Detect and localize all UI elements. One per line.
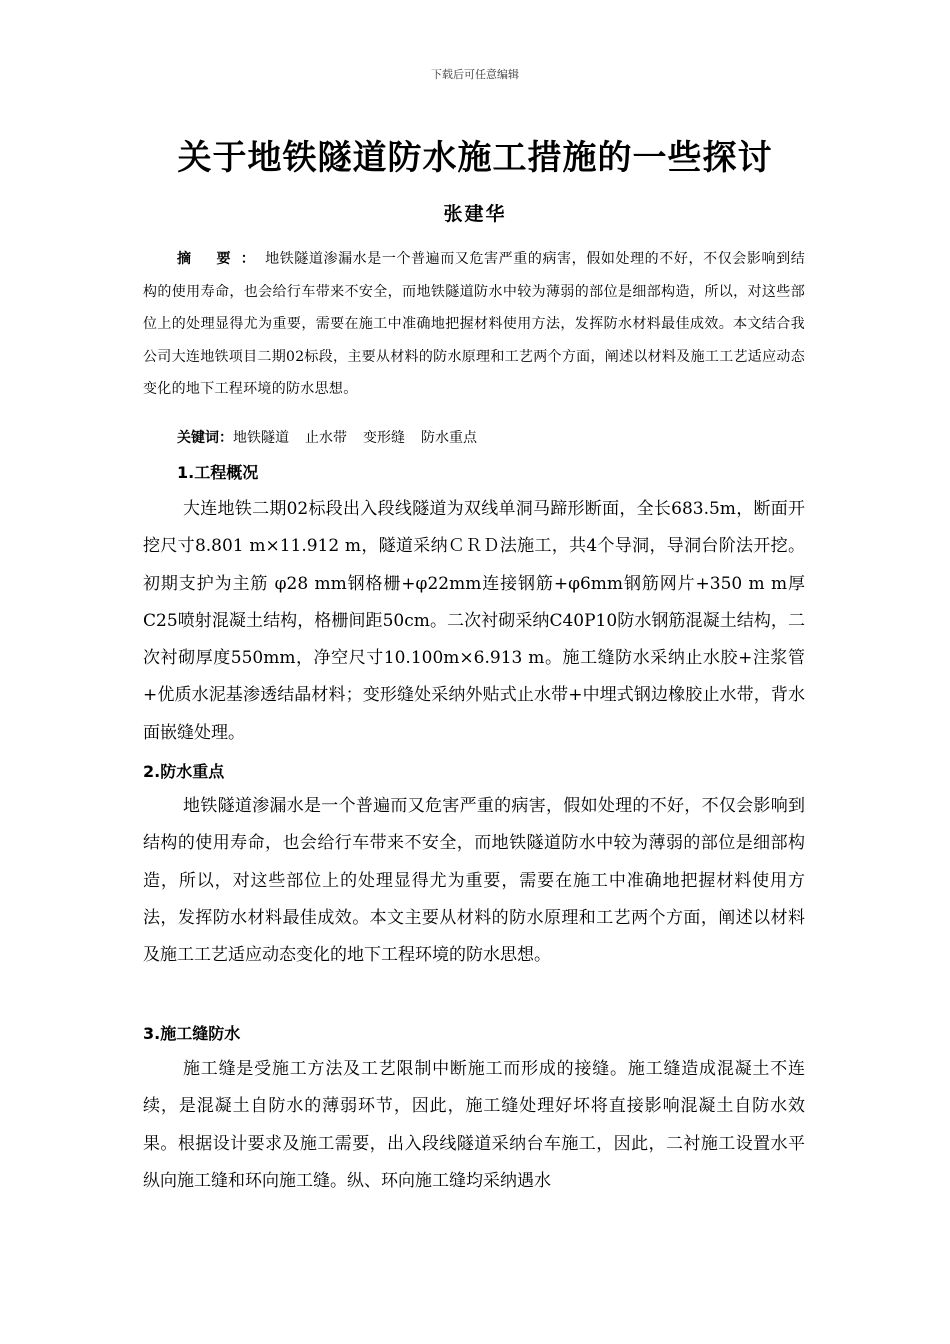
keyword-item: 变形缝 bbox=[363, 430, 405, 446]
abstract-text: 地铁隧道渗漏水是一个普遍而又危害严重的病害，假如处理的不好，不仅会影响到结构的使用寿命，也会给行车带来不安全，而地铁隧道防水中较为薄弱的部位是细部构造，所以，对这些部位上的处理显得尤为重要，需要在施工中准确地把握材料使用方法，发挥防水材料最佳成效。本文结合我公司大连地铁项目二期02标段，主要从材料的防水原理和工艺两个方面，阐述以材料及施工工艺适应动态变化的地下工程环境的防水思想。 bbox=[143, 251, 805, 397]
section-body: 施工缝是受施工方法及工艺限制中断施工而形成的接缝。施工缝造成混凝土不连续，是混凝土自防水的薄弱环节，因此，施工缝处理好坏将直接影响混凝土自防水效果。根据设计要求及施工需要，出入段线隧道采纳台车施工，因此，二衬施工设置水平纵向施工缝和环向施工缝。纵、环向施工缝均采纳遇水 bbox=[143, 1059, 805, 1191]
section-body: 地铁隧道渗漏水是一个普遍而又危害严重的病害，假如处理的不好，不仅会影响到结构的使用寿命，也会给行车带来不安全，而地铁隧道防水中较为薄弱的部位是细部构造，所以，对这些部位上的处理显得尤为重要，需要在施工中准确地把握材料使用方法，发挥防水材料最佳成效。本文主要从材料的防水原理和工艺两个方面，阐述以材料及施工工艺适应动态变化的地下工程环境的防水思想。 bbox=[143, 796, 805, 966]
keyword-item: 防水重点 bbox=[421, 430, 477, 446]
section-heading: 3.施工缝防水 bbox=[143, 1024, 241, 1043]
keyword-item: 止水带 bbox=[305, 430, 347, 446]
section-body: 大连地铁二期02标段出入段线隧道为双线单洞马蹄形断面，全长683.5m，断面开挖尺寸8.801 m×11.912 m，隧道采纳ＣＲＤ法施工，共4个导洞，导洞台阶法开挖。初期支护为主筋 φ28 mm钢格栅+φ22mm连接钢筋+φ6mm钢筋网片+350 m m厚C25喷射混凝土结构，格栅间距50cm。二次衬砌采纳C40P10防水钢筋混凝土结构，二次衬砌厚度550mm，净空尺寸10.100m×6.913 m。施工缝防水采纳止水胶+注浆管+优质水泥基渗透结晶材料；变形缝处采纳外贴式止水带+中埋式钢边橡胶止水带，背水面嵌缝处理。 bbox=[143, 499, 805, 743]
keyword-item: 地铁隧道 bbox=[233, 430, 289, 446]
keywords-label: 关键词： bbox=[177, 430, 233, 446]
author-name: 张建华 bbox=[443, 203, 507, 225]
section-heading: 2.防水重点 bbox=[143, 762, 225, 781]
abstract-paragraph bbox=[143, 243, 805, 406]
section-heading: 1.工程概况 bbox=[177, 463, 259, 482]
header-note: 下载后可任意编辑 bbox=[431, 68, 519, 81]
abstract-label: 摘 要： bbox=[177, 251, 266, 267]
keywords-line bbox=[177, 426, 805, 450]
document-title: 关于地铁隧道防水施工措施的一些探讨 bbox=[177, 138, 773, 178]
